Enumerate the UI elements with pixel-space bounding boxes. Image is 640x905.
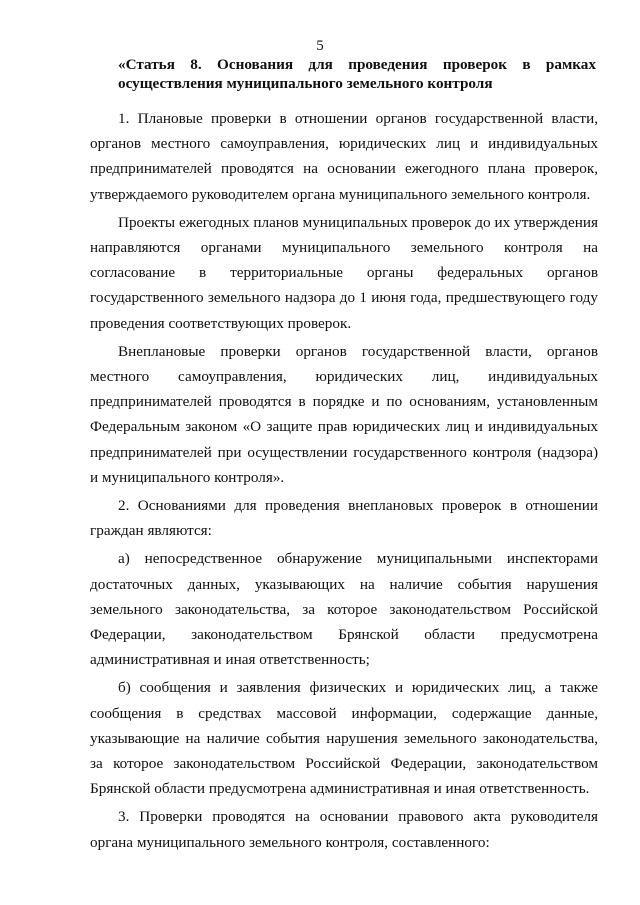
paragraph-unscheduled-inspections: Внеплановые проверки органов государственной власти, органов местного самоуправления, юридических лиц, индивидуальных предпринимателей проводятся в порядке и по основаниям, установленным Федеральным законом «О защите прав юридических лиц и индивидуальных предпринимателей при осуществлении государственного контроля (надзора) и муниципального контроля».	[90, 342, 598, 486]
paragraph-grounds-for-citizens: 2. Основаниями для проведения внеплановых проверок в отношении граждан являются:	[90, 497, 598, 540]
paragraph-item-a: а) непосредственное обнаружение муниципальными инспекторами достаточных данных, указывающих на наличие события нарушения земельного законодательства, за которое законодательством Российской Федерации, законодательством Брянской области предусмотрена административная и иная ответственность;	[90, 550, 598, 669]
article-body	[90, 106, 598, 858]
page-number: 5	[316, 38, 324, 54]
paragraph-legal-act: 3. Проверки проводятся на основании правового акта руководителя органа муниципального земельного контроля, составленного:	[90, 808, 598, 851]
article-heading: «Статья 8. Основания для проведения проверок в рамках осуществления муниципального земельного контроля	[118, 56, 596, 92]
paragraph-annual-plan-approval: Проекты ежегодных планов муниципальных проверок до их утверждения направляются органами муниципального земельного контроля на согласование в территориальные органы федеральных органов государственного земельного надзора до 1 июня года, предшествующего году проведения соответствующих проверок.	[90, 213, 598, 332]
paragraph-item-b: б) сообщения и заявления физических и юридических лиц, а также сообщения в средствах массовой информации, содержащие данные, указывающие на наличие события нарушения земельного законодательства, за которое законодательством Российской Федерации, законодательством Брянской области предусмотрена административная и иная ответственность.	[90, 679, 598, 798]
paragraph-planned-inspections: 1. Плановые проверки в отношении органов государственной власти, органов местного самоуправления, юридических лиц и индивидуальных предпринимателей проводятся на основании ежегодного плана проверок, утверждаемого руководителем органа муниципального земельного контроля.	[90, 110, 598, 203]
